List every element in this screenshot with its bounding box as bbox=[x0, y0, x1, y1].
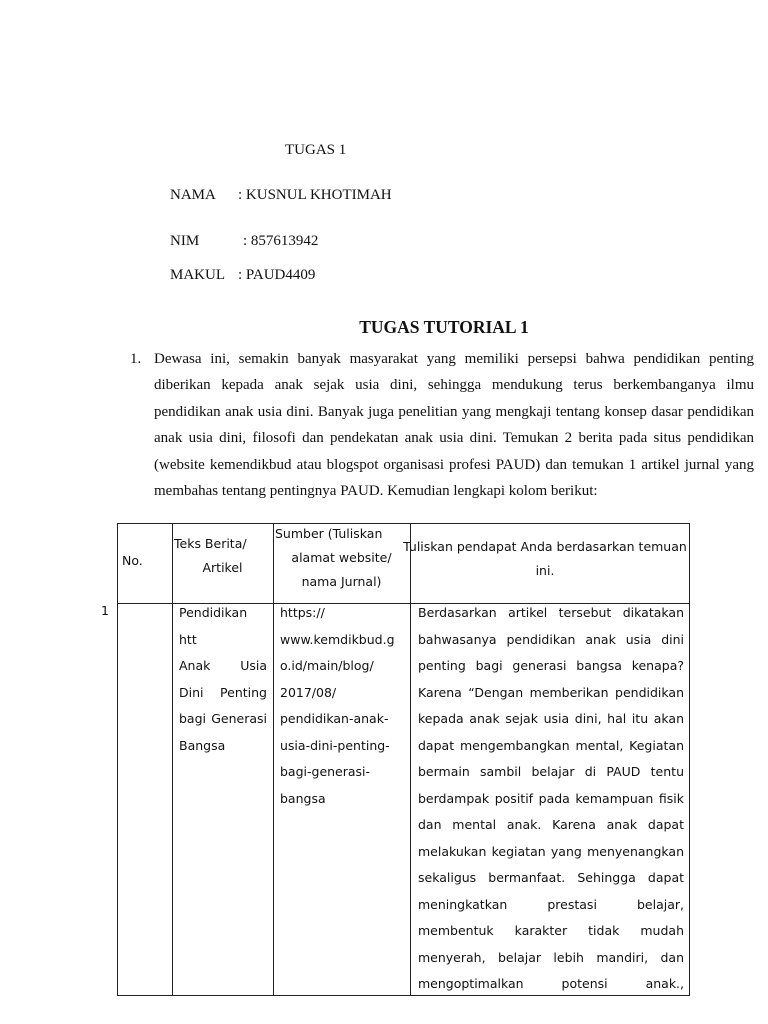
cell-line: kepada anak sejak usia dini, hal itu akan bbox=[418, 711, 684, 726]
answer-table bbox=[117, 523, 690, 996]
cell-line: pendidikan-anak- bbox=[280, 711, 389, 726]
identity-nim-value: : 857613942 bbox=[243, 233, 319, 249]
header-teks-line: Artikel bbox=[202, 560, 243, 575]
cell-line: meningkatkan prestasi belajar, bbox=[418, 896, 684, 912]
header-teks-line: Teks Berita/ bbox=[174, 536, 247, 551]
cell-line: Dini Penting bbox=[179, 684, 267, 700]
document-heading: TUGAS 1 bbox=[285, 142, 347, 158]
identity-nim-label: NIM bbox=[170, 233, 200, 249]
cell-line: dan mental anak. Karena anak dapat bbox=[418, 817, 684, 832]
question-number: 1. bbox=[130, 351, 142, 367]
cell-line: Pendidikan htt bbox=[179, 605, 248, 647]
cell-line: Berdasarkan artikel tersebut dikatakan bbox=[418, 605, 684, 620]
cell-line: 2017/08/ bbox=[280, 684, 337, 700]
table-divider bbox=[410, 524, 411, 995]
cell-line: bermain sambil belajar di PAUD tentu bbox=[418, 764, 684, 779]
cell-pendapat bbox=[418, 600, 684, 998]
header-no: No. bbox=[122, 553, 143, 568]
main-title: TUGAS TUTORIAL 1 bbox=[359, 317, 529, 337]
header-pendapat-line: ini. bbox=[535, 563, 555, 578]
identity-makul-value: : PAUD4409 bbox=[238, 267, 316, 283]
identity-name-label: NAMA bbox=[170, 187, 216, 203]
cell-line: Anak Usia bbox=[179, 658, 267, 673]
question-1 bbox=[120, 346, 754, 504]
cell-line: bagi Generasi bbox=[179, 711, 267, 726]
cell-line: bahwasanya pendidikan anak usia dini bbox=[418, 631, 684, 647]
header-pendapat-line: Tuliskan pendapat Anda berdasarkan temuan bbox=[403, 539, 687, 554]
cell-line: usia-dini-penting- bbox=[280, 737, 390, 753]
cell-line: mengoptimalkan potensi anak., bbox=[418, 976, 684, 991]
cell-line: Karena “Dengan memberikan pendidikan bbox=[418, 684, 684, 700]
identity-makul-label: MAKUL bbox=[170, 267, 225, 283]
header-sumber-line: Sumber (Tuliskan bbox=[275, 526, 383, 541]
header-sumber-line: alamat website/ bbox=[291, 550, 392, 565]
cell-line: bagi-generasi- bbox=[280, 764, 371, 779]
cell-line: menyerah, belajar lebih mandiri, dan bbox=[418, 949, 684, 965]
cell-teks-berita bbox=[179, 600, 267, 759]
header-pendapat bbox=[400, 535, 690, 583]
table-divider bbox=[172, 524, 173, 995]
row-number-outside: 1 bbox=[101, 603, 109, 618]
cell-line: melakukan kegiatan yang menyenangkan bbox=[418, 843, 684, 859]
cell-line: membentuk karakter tidak mudah bbox=[418, 923, 684, 938]
cell-line: penting bagi generasi bangsa kenapa? bbox=[418, 658, 684, 673]
cell-line: Bangsa bbox=[179, 737, 226, 753]
identity-nim-row bbox=[170, 233, 319, 250]
question-text: Dewasa ini, semakin banyak masyarakat yang memiliki persepsi bahwa pendidikan penting diberikan kepada anak sejak usia dini, sehingga mendukung terus berkembanganya ilmu pendidikan anak usia dini. Banyak juga penelitian yang mengkaji tentang konsep dasar pendidikan anak usia dini, filosofi dan pendekatan anak usia dini. Temukan 2 berita pada situs pendidikan (website kemendikbud atau blogspot organisasi profesi PAUD) dan temukan 1 artikel jurnal yang membahas tentang pentingnya PAUD. Kemudian lengkapi kolom berikut: bbox=[154, 351, 754, 500]
identity-name-row bbox=[170, 187, 392, 204]
cell-line: sekaligus bermanfaat. Sehingga dapat bbox=[418, 870, 684, 885]
cell-line: o.id/main/blog/ bbox=[280, 658, 374, 673]
cell-line: www.kemdikbud.g bbox=[280, 631, 395, 647]
header-sumber bbox=[273, 522, 410, 594]
cell-line: berdampak positif pada kemampuan fisik bbox=[418, 790, 684, 806]
identity-makul-row bbox=[170, 267, 316, 284]
cell-line: bangsa bbox=[280, 790, 326, 806]
cell-sumber bbox=[280, 600, 408, 812]
identity-name-value: : KUSNUL KHOTIMAH bbox=[238, 187, 392, 203]
header-sumber-line: nama Jurnal) bbox=[301, 574, 382, 589]
table-divider bbox=[273, 524, 274, 995]
cell-line: https:// bbox=[280, 605, 325, 620]
cell-line: dapat mengembangkan mental, Kegiatan bbox=[418, 737, 684, 753]
header-teks bbox=[172, 532, 273, 580]
